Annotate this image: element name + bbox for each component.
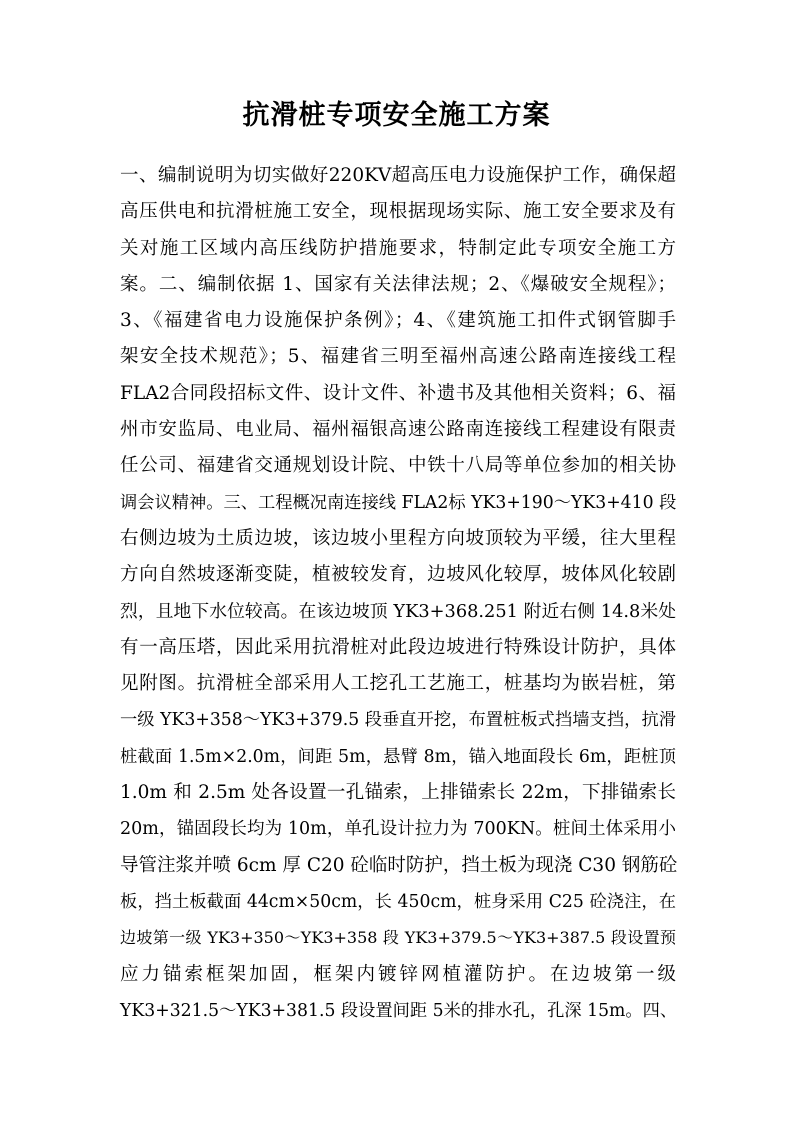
document-body — [120, 158, 676, 1029]
body-line: FLA2合同段招标文件、设计文件、补遗书及其他相关资料；6、福 — [120, 382, 676, 404]
body-line: 1.0m 和 2.5m 处各设置一孔锚索，上排锚索长 22m，下排锚索长 — [120, 782, 676, 804]
body-line: 3、《福建省电力设施保护条例》；4、《建筑施工扣件式钢管脚手 — [120, 310, 676, 332]
body-line: 方向自然坡逐渐变陡，植被较发育，边坡风化较厚，坡体风化较剧 — [120, 564, 676, 586]
body-line: 高压供电和抗滑桩施工安全，现根据现场实际、施工安全要求及有 — [120, 201, 676, 223]
body-line: 见附图。抗滑桩全部采用人工挖孔工艺施工，桩基均为嵌岩桩，第 — [120, 673, 676, 695]
document-title: 抗滑桩专项安全施工方案 — [242, 100, 551, 131]
body-line: 案。二、编制依据 1、国家有关法律法规；2、《爆破安全规程》； — [120, 273, 676, 295]
body-line: 导管注浆并喷 6cm 厚 C20 砼临时防护，挡土板为现浇 C30 钢筋砼 — [120, 854, 678, 876]
body-line: 边坡第一级 YK3+350～YK3+358 段 YK3+379.5～YK3+387.5 段设置预 — [120, 928, 676, 948]
body-line: YK3+321.5～YK3+381.5 段设置间距 5米的排水孔，孔深 15m。四、 — [120, 1000, 678, 1021]
body-line: 板，挡土板截面 44cm×50cm，长 450cm，桩身采用 C25 砼浇注，在 — [120, 891, 676, 912]
body-line: 关对施工区域内高压线防护措施要求，特制定此专项安全施工方 — [120, 237, 676, 259]
body-line: 调会议精神。三、工程概况南连接线 FLA2标 YK3+190～YK3+410 段 — [120, 492, 677, 513]
body-line: 烈，且地下水位较高。在该边坡顶 YK3+368.251 附近右侧 14.8米处 — [120, 601, 676, 622]
body-line: 一、编制说明为切实做好220KV超高压电力设施保护工作，确保超 — [120, 165, 676, 186]
body-line: 右侧边坡为土质边坡，该边坡小里程方向坡顶较为平缓，往大里程 — [120, 527, 676, 549]
body-line: 应力锚索框架加固，框架内镀锌网植灌防护。在边坡第一级 — [120, 963, 676, 985]
body-line: 有一高压塔，因此采用抗滑桩对此段边坡进行特殊设计防护，具体 — [120, 636, 676, 658]
body-line: 一级 YK3+358～YK3+379.5 段垂直开挖，布置桩板式挡墙支挡，抗滑 — [120, 710, 676, 731]
body-line: 20m，锚固段长均为 10m，单孔设计拉力为 700KN。桩间土体采用小 — [120, 819, 676, 840]
body-line: 州市安监局、电业局、福州福银高速公路南连接线工程建设有限责 — [120, 419, 676, 441]
body-line: 桩截面 1.5m×2.0m，间距 5m，悬臂 8m，锚入地面段长 6m，距桩顶 — [120, 746, 676, 767]
body-line: 架安全技术规范》；5、福建省三明至福州高速公路南连接线工程 — [120, 346, 676, 368]
body-line: 任公司、福建省交通规划设计院、中铁十八局等单位参加的相关协 — [120, 455, 676, 477]
